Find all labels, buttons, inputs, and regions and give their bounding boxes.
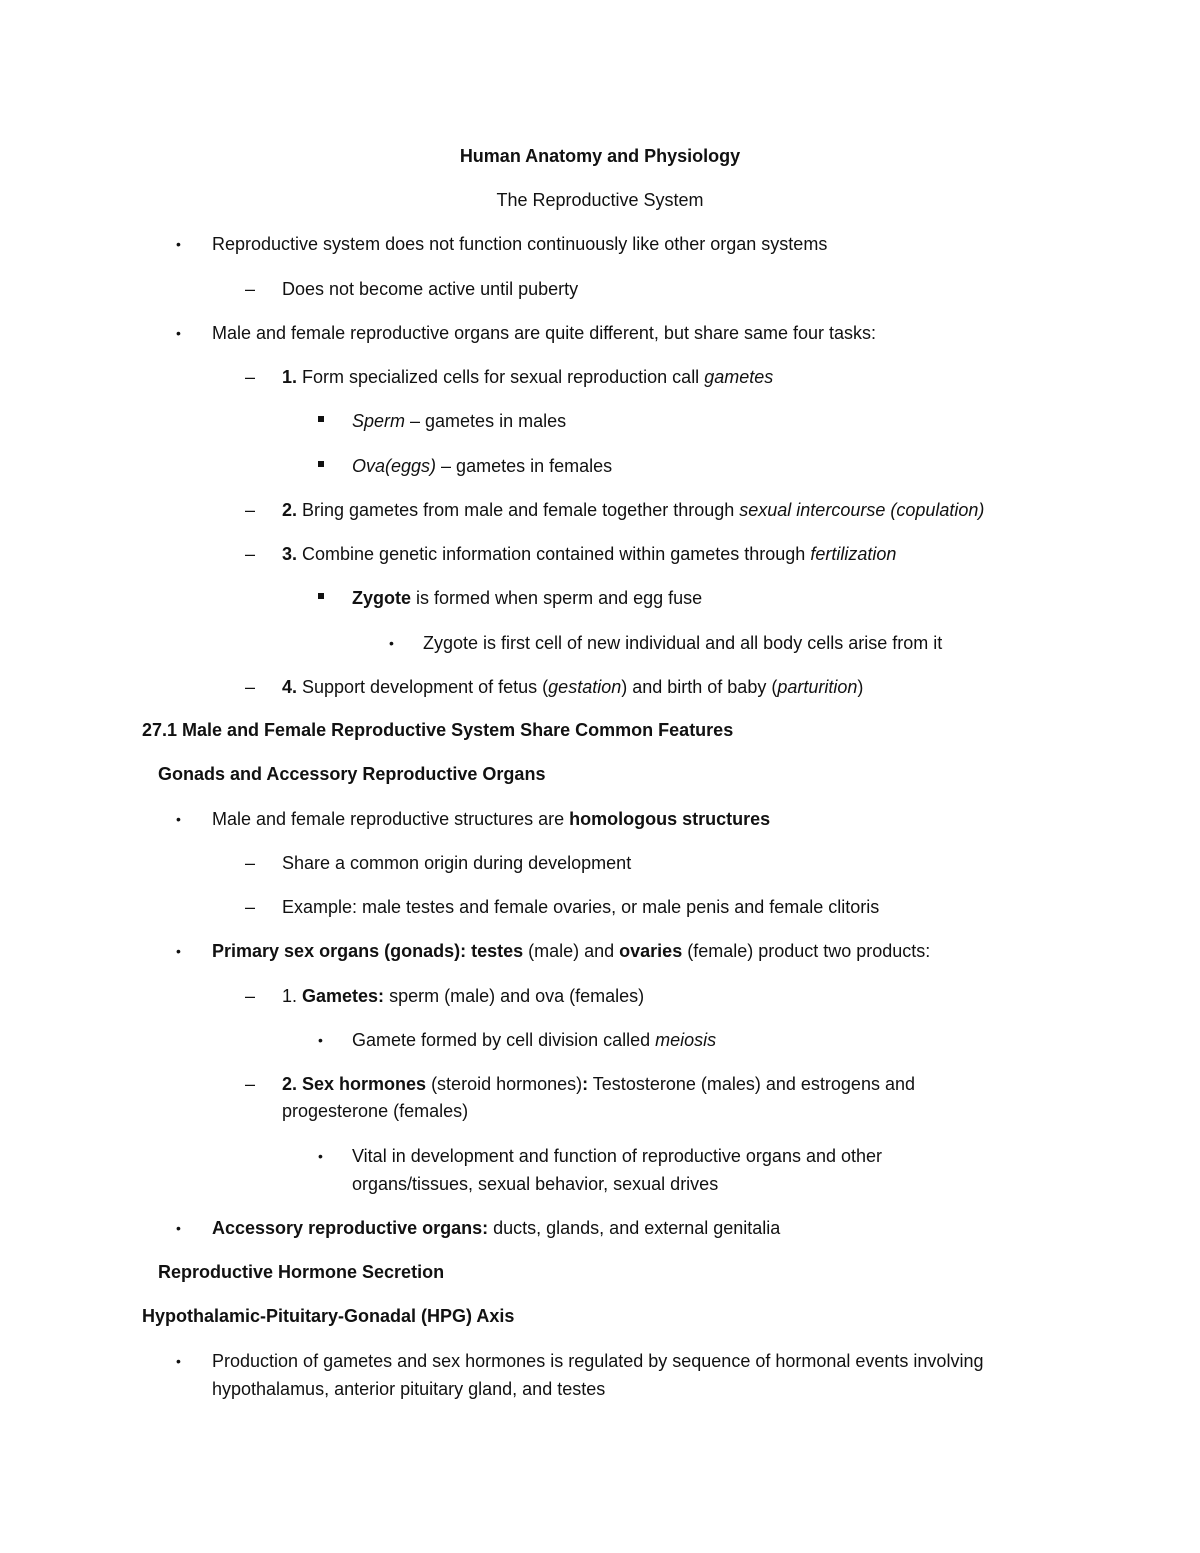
list-item-sperm bbox=[352, 410, 566, 432]
task-text: ) and birth of baby ( bbox=[621, 677, 778, 697]
term-bold: ovaries bbox=[619, 941, 683, 961]
task-number: 2. bbox=[282, 500, 298, 520]
item-text: is formed when sperm and egg fuse bbox=[411, 588, 703, 608]
item-text: – gametes in females bbox=[436, 456, 613, 476]
square-bullet-icon bbox=[318, 416, 324, 422]
task-text: Form specialized cells for sexual reproduction call bbox=[297, 367, 705, 387]
task-number: 4. bbox=[282, 677, 298, 697]
term-emphasis: meiosis bbox=[655, 1030, 717, 1050]
bullet-icon: • bbox=[318, 1032, 323, 1048]
bullet-icon: • bbox=[389, 635, 394, 651]
dash-icon: – bbox=[245, 279, 256, 299]
dash-icon: – bbox=[245, 544, 256, 564]
item-text: ducts, glands, and external genitalia bbox=[488, 1218, 781, 1238]
item-text: sperm (male) and ova (females) bbox=[384, 986, 645, 1006]
list-item-production-regulated-cont: hypothalamus, anterior pituitary gland, and testes bbox=[212, 1379, 606, 1399]
term-bold: 2. Sex hormones bbox=[282, 1074, 427, 1094]
term-emphasis: sexual intercourse (copulation) bbox=[739, 500, 985, 520]
bullet-icon: • bbox=[176, 1353, 181, 1369]
list-item-sex-hormones bbox=[282, 1073, 915, 1095]
list-item-vital-cont: organs/tissues, sexual behavior, sexual drives bbox=[352, 1174, 719, 1194]
item-number: 1. bbox=[282, 986, 303, 1006]
dash-icon: – bbox=[245, 897, 256, 917]
list-item-zygote-first-cell: Zygote is first cell of new individual and all body cells arise from it bbox=[423, 633, 943, 653]
bullet-icon: • bbox=[176, 811, 181, 827]
task-number: 1. bbox=[282, 367, 298, 387]
list-item-example: Example: male testes and female ovaries, or male penis and female clitoris bbox=[282, 897, 880, 917]
term-bold: Primary sex organs (gonads): testes bbox=[212, 941, 524, 961]
task-text: ) bbox=[857, 677, 864, 697]
term-emphasis: parturition bbox=[777, 677, 858, 697]
dash-icon: – bbox=[245, 500, 256, 520]
item-text: Gamete formed by cell division called bbox=[352, 1030, 656, 1050]
term-emphasis: Sperm bbox=[352, 411, 406, 431]
task-number: 3. bbox=[282, 544, 298, 564]
subheading-gonads: Gonads and Accessory Reproductive Organs bbox=[158, 764, 546, 784]
task-text: Bring gametes from male and female together through bbox=[297, 500, 740, 520]
item-text: Male and female reproductive structures are bbox=[212, 809, 570, 829]
term-bold: Gametes: bbox=[302, 986, 385, 1006]
term-emphasis: fertilization bbox=[810, 544, 897, 564]
dash-icon: – bbox=[245, 1074, 256, 1094]
list-item-zygote bbox=[352, 587, 702, 609]
item-text: – gametes in males bbox=[405, 411, 567, 431]
list-item-common-origin: Share a common origin during development bbox=[282, 853, 632, 873]
bullet-icon: • bbox=[176, 236, 181, 252]
task-text: Support development of fetus ( bbox=[297, 677, 549, 697]
list-item-task-1 bbox=[282, 366, 773, 388]
dash-icon: – bbox=[245, 677, 256, 697]
list-item-task-4 bbox=[282, 676, 863, 698]
task-text: Combine genetic information contained within gametes through bbox=[297, 544, 811, 564]
dash-icon: – bbox=[245, 853, 256, 873]
square-bullet-icon bbox=[318, 593, 324, 599]
bullet-icon: • bbox=[176, 943, 181, 959]
term-emphasis: Ova(eggs) bbox=[352, 456, 437, 476]
dash-icon: – bbox=[245, 367, 256, 387]
document-subtitle: The Reproductive System bbox=[496, 190, 704, 210]
section-heading-27-1: 27.1 Male and Female Reproductive System Share Common Features bbox=[142, 720, 734, 740]
list-item-vital: Vital in development and function of reproductive organs and other bbox=[352, 1146, 883, 1166]
list-item-ova bbox=[352, 455, 612, 477]
bullet-icon: • bbox=[176, 1220, 181, 1236]
bullet-icon: • bbox=[176, 325, 181, 341]
square-bullet-icon bbox=[318, 461, 324, 467]
term-bold: Zygote bbox=[352, 588, 412, 608]
item-text: (male) and bbox=[523, 941, 620, 961]
section-heading-hpg-axis: Hypothalamic-Pituitary-Gonadal (HPG) Axis bbox=[142, 1306, 515, 1326]
item-text: (steroid hormones) bbox=[426, 1074, 583, 1094]
list-item-task-3 bbox=[282, 543, 896, 565]
bullet-icon: • bbox=[318, 1148, 323, 1164]
term-bold: homologous structures bbox=[569, 809, 771, 829]
term-emphasis: gestation bbox=[548, 677, 622, 697]
term-emphasis: gametes bbox=[704, 367, 774, 387]
subheading-hormone-secretion: Reproductive Hormone Secretion bbox=[158, 1262, 445, 1282]
list-item-puberty: Does not become active until puberty bbox=[282, 279, 579, 299]
list-item-task-2 bbox=[282, 499, 984, 521]
term-bold: Accessory reproductive organs: bbox=[212, 1218, 489, 1238]
item-text: Testosterone (males) and estrogens and bbox=[588, 1074, 915, 1094]
list-item-primary-sex-organs bbox=[212, 940, 930, 962]
dash-icon: – bbox=[245, 986, 256, 1006]
item-text: (female) product two products: bbox=[682, 941, 931, 961]
list-item-production-regulated: Production of gametes and sex hormones is regulated by sequence of hormonal events involving bbox=[212, 1351, 984, 1371]
list-item-homologous bbox=[212, 808, 770, 830]
list-item-repro-not-continuous: Reproductive system does not function continuously like other organ systems bbox=[212, 234, 828, 254]
list-item-four-tasks: Male and female reproductive organs are quite different, but share same four tasks: bbox=[212, 323, 877, 343]
list-item-meiosis bbox=[352, 1029, 716, 1051]
list-item-gametes bbox=[282, 985, 644, 1007]
list-item-sex-hormones-cont: progesterone (females) bbox=[282, 1101, 469, 1121]
term-bold: : bbox=[582, 1074, 589, 1094]
list-item-accessory-organs bbox=[212, 1217, 780, 1239]
document-title: Human Anatomy and Physiology bbox=[459, 146, 741, 166]
